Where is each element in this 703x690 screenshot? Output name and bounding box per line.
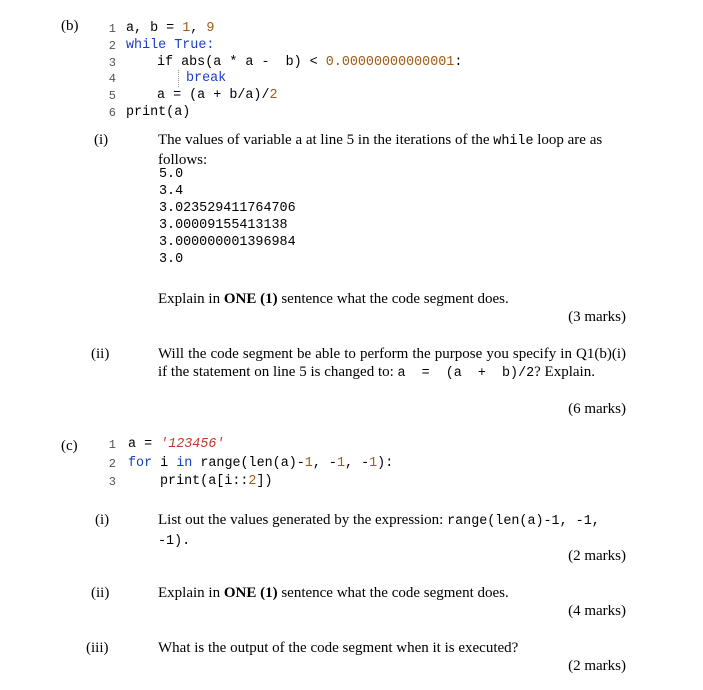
output-value: 3.0 — [159, 252, 184, 267]
line-number: 6 — [108, 106, 116, 120]
marks-c-iii: (2 marks) — [568, 658, 626, 674]
line-number: 3 — [108, 475, 116, 489]
code-line: while True: — [126, 38, 215, 53]
question-c-iii-text: What is the output of the code segment when it is executed? — [158, 640, 519, 656]
question-c-i-text: List out the values generated by the expression: range(len(a)-1, -1, -1). — [158, 512, 600, 549]
code-line: a = '123456' — [128, 437, 225, 452]
line-number: 2 — [108, 39, 116, 53]
code-line: for i in range(len(a)-1, -1, -1): — [128, 456, 394, 471]
question-b-ii-label: (ii) — [91, 346, 110, 362]
marks-b-ii: (6 marks) — [568, 401, 626, 417]
line-number: 2 — [108, 457, 116, 471]
question-b-i-text: Explain in ONE (1) sentence what the code segment does. — [158, 291, 509, 307]
question-b-i-intro: The values of variable a at line 5 in the iterations of the while loop are as follows: — [158, 132, 603, 168]
marks-c-i: (2 marks) — [568, 548, 626, 564]
code-line: break — [186, 71, 227, 86]
code-line: print(a[i::2]) — [160, 474, 273, 489]
output-value: 3.4 — [159, 184, 184, 199]
output-value: 3.000000001396984 — [159, 235, 296, 250]
section-c-label: (c) — [61, 438, 78, 454]
output-value: 3.00009155413138 — [159, 218, 288, 233]
code-line: a, b = 1, 9 — [126, 21, 215, 36]
output-value: 5.0 — [159, 167, 184, 182]
question-c-iii-label: (iii) — [86, 640, 109, 656]
line-number: 3 — [108, 56, 116, 70]
line-number: 4 — [108, 72, 116, 86]
output-value: 3.023529411764706 — [159, 201, 296, 216]
section-b-label: (b) — [61, 18, 79, 34]
marks-c-ii: (4 marks) — [568, 603, 626, 619]
question-c-i-label: (i) — [95, 512, 110, 528]
indent-guide — [178, 70, 179, 87]
question-c-ii-text: Explain in ONE (1) sentence what the code segment does. — [158, 585, 509, 601]
code-line: a = (a + b/a)/2 — [157, 88, 278, 103]
line-number: 5 — [108, 89, 116, 103]
question-c-ii-label: (ii) — [91, 585, 110, 601]
line-number: 1 — [108, 438, 116, 452]
question-b-ii-text: Will the code segment be able to perform the purpose you specify in Q1(b)(i) if the statement on line 5 is changed to: a = (a + b)/2? Explain. — [158, 346, 626, 381]
marks-b-i: (3 marks) — [568, 309, 626, 325]
question-b-i-label: (i) — [94, 132, 109, 148]
line-number: 1 — [108, 22, 116, 36]
code-line: if abs(a * a - b) < 0.00000000000001: — [157, 55, 463, 70]
code-line: print(a) — [126, 105, 191, 120]
